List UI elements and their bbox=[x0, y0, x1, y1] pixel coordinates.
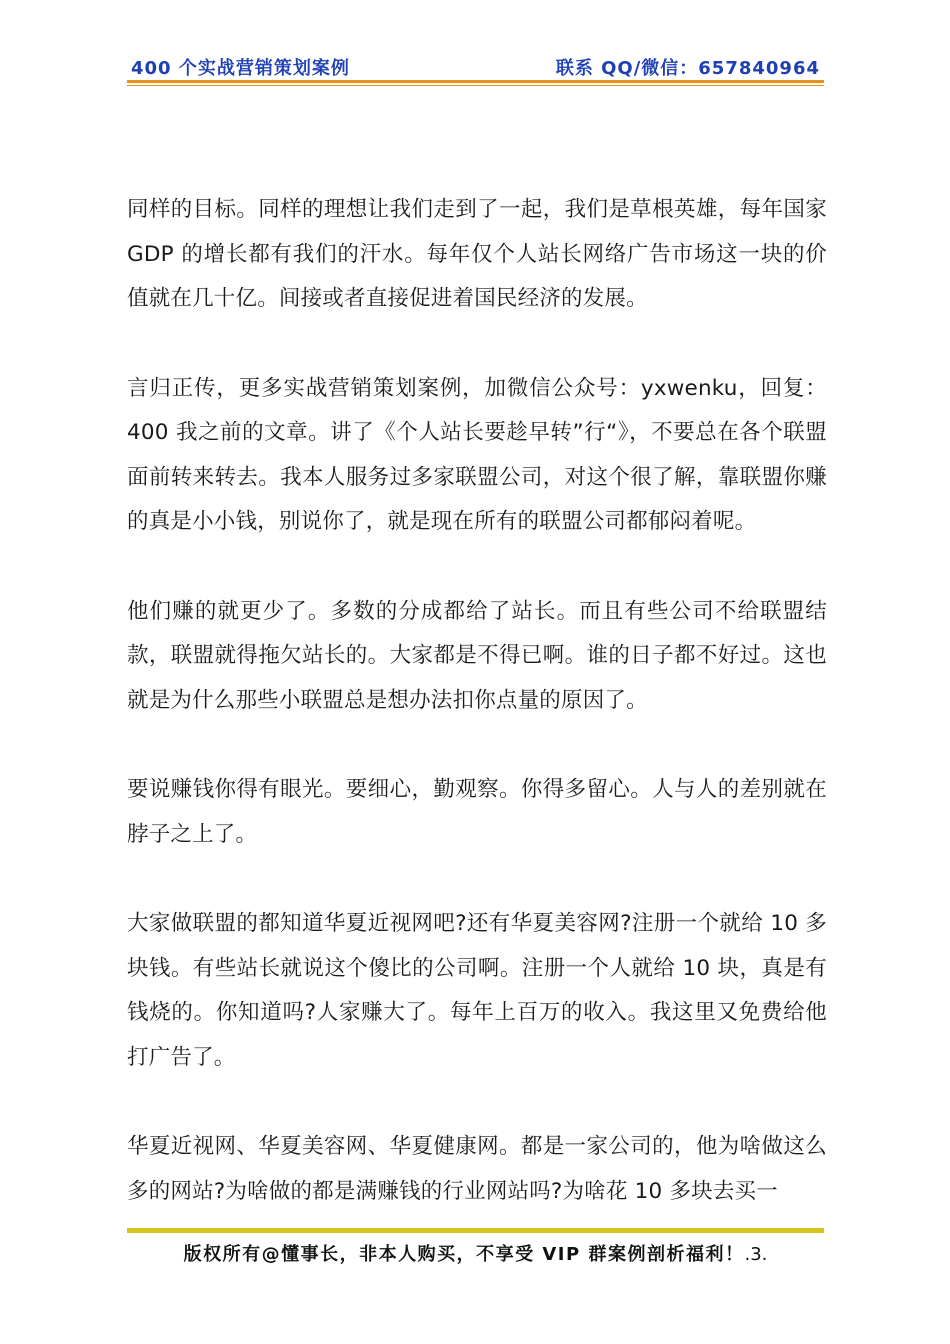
body-paragraph: 同样的目标。同样的理想让我们走到了一起，我们是草根英雄，每年国家 GDP 的增长都有我们的汗水。每年仅个人站长网络广告市场这一块的价值就在几十亿。间接或者直接促进着国民经济的发展。 bbox=[127, 197, 827, 311]
body-paragraph: 华夏近视网、华夏美容网、华夏健康网。都是一家公司的，他为啥做这么多的网站?为啥做的都是满赚钱的行业网站吗?为啥花 10 多块去买一 bbox=[127, 1134, 827, 1204]
body-paragraph: 言归正传，更多实战营销策划案例，加微信公众号：yxwenku，回复：400 我之前的文章。讲了《个人站长要趁早转”行“》，不要总在各个联盟面前转来转去。我本人服务过多家联盟公司，对这个很了解，靠联盟你赚的真是小小钱，别说你了，就是现在所有的联盟公司都郁闷着呢。 bbox=[127, 375, 827, 534]
header-divider bbox=[127, 80, 824, 83]
header-title: 400 个实战营销策划案例 bbox=[131, 58, 350, 79]
page-number: .3. bbox=[744, 1244, 768, 1265]
footer-divider bbox=[127, 1228, 824, 1233]
footer-copyright: 版权所有@懂事长，非本人购买，不享受 VIP 群案例剖析福利！ bbox=[183, 1244, 745, 1265]
page-header bbox=[127, 52, 824, 80]
body-paragraph: 要说赚钱你得有眼光。要细心，勤观察。你得多留心。人与人的差别就在脖子之上了。 bbox=[127, 777, 827, 847]
header-divider-thin bbox=[127, 85, 824, 86]
body-paragraph: 他们赚的就更少了。多数的分成都给了站长。而且有些公司不给联盟结款，联盟就得拖欠站长的。大家都是不得已啊。谁的日子都不好过。这也就是为什么那些小联盟总是想办法扣你点量的原因了。 bbox=[127, 598, 827, 713]
body-paragraph: 大家做联盟的都知道华夏近视网吧?还有华夏美容网?注册一个就给 10 多块钱。有些站长就说这个傻比的公司啊。注册一个人就给 10 块，真是有钱烧的。你知道吗?人家赚大了。每年上百万的收入。我这里又免费给他打广告了。 bbox=[127, 911, 827, 1070]
page-footer bbox=[127, 1240, 824, 1266]
header-contact: 联系 QQ/微信：657840964 bbox=[555, 58, 820, 79]
document-body bbox=[127, 188, 827, 1259]
